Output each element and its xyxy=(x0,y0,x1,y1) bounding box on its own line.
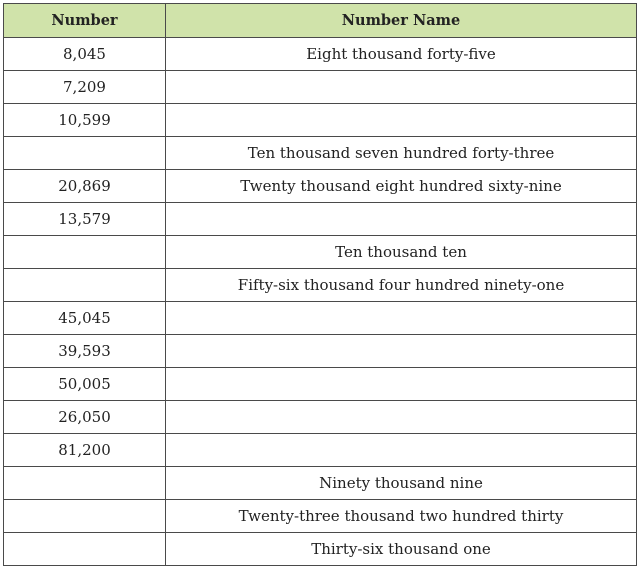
number-name-cell: Ten thousand seven hundred forty-three xyxy=(166,137,637,170)
table-row xyxy=(4,302,637,335)
table-row xyxy=(4,533,637,566)
table-row xyxy=(4,368,637,401)
number-name-cell: Eight thousand forty-five xyxy=(166,38,637,71)
number-name-cell xyxy=(166,335,637,368)
number-name-cell xyxy=(166,368,637,401)
table-row xyxy=(4,38,637,71)
table-row xyxy=(4,335,637,368)
number-name-cell xyxy=(166,71,637,104)
table-row xyxy=(4,236,637,269)
number-name-cell: Twenty thousand eight hundred sixty-nine xyxy=(166,170,637,203)
number-name-cell xyxy=(166,203,637,236)
header-number-name: Number Name xyxy=(166,4,637,38)
number-name-cell: Twenty-three thousand two hundred thirty xyxy=(166,500,637,533)
number-name-cell xyxy=(166,434,637,467)
number-name-cell: Thirty-six thousand one xyxy=(166,533,637,566)
table-row xyxy=(4,467,637,500)
number-cell: 7,209 xyxy=(4,71,166,104)
number-cell: 20,869 xyxy=(4,170,166,203)
number-name-cell: Fifty-six thousand four hundred ninety-one xyxy=(166,269,637,302)
table-row xyxy=(4,170,637,203)
number-name-cell: Ninety thousand nine xyxy=(166,467,637,500)
number-cell: 39,593 xyxy=(4,335,166,368)
number-cell xyxy=(4,137,166,170)
number-name-cell xyxy=(166,401,637,434)
table-row xyxy=(4,269,637,302)
number-cell: 50,005 xyxy=(4,368,166,401)
table-row xyxy=(4,401,637,434)
number-cell xyxy=(4,236,166,269)
number-name-cell xyxy=(166,104,637,137)
table-row xyxy=(4,500,637,533)
number-cell: 10,599 xyxy=(4,104,166,137)
number-cell: 81,200 xyxy=(4,434,166,467)
number-cell: 8,045 xyxy=(4,38,166,71)
header-number: Number xyxy=(4,4,166,38)
table-row xyxy=(4,71,637,104)
number-cell: 26,050 xyxy=(4,401,166,434)
number-name-cell: Ten thousand ten xyxy=(166,236,637,269)
table-row xyxy=(4,203,637,236)
header-row xyxy=(4,4,637,38)
table-row xyxy=(4,434,637,467)
number-name-cell xyxy=(166,302,637,335)
number-cell xyxy=(4,500,166,533)
number-cell: 13,579 xyxy=(4,203,166,236)
number-cell xyxy=(4,533,166,566)
number-cell xyxy=(4,269,166,302)
number-names-table xyxy=(3,3,637,566)
number-cell xyxy=(4,467,166,500)
table-row xyxy=(4,137,637,170)
table-row xyxy=(4,104,637,137)
number-cell: 45,045 xyxy=(4,302,166,335)
